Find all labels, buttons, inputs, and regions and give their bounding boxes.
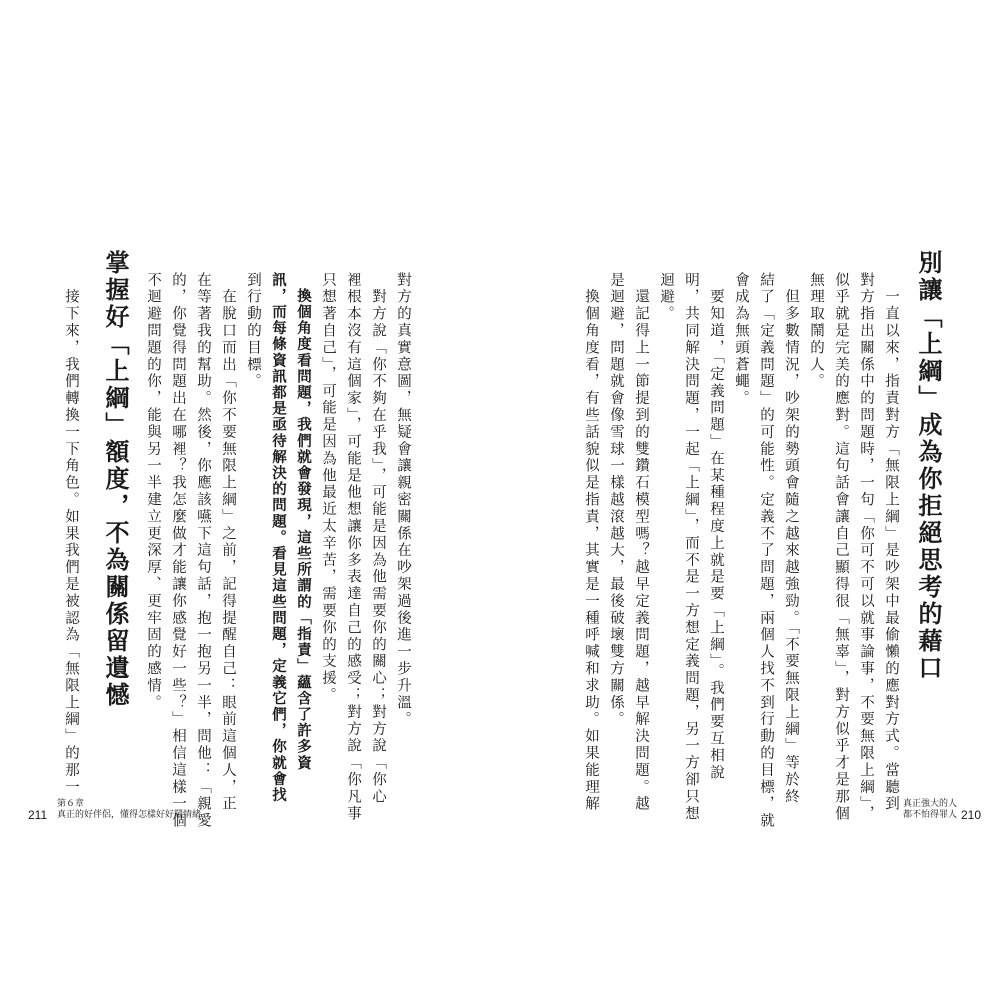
right-body-line: 但多數情況，吵架的勢頭會隨之越來越強勁。「不要無限上綱」等於終	[783, 272, 799, 806]
left-running-title	[57, 798, 201, 820]
left-body-line: 不迴避問題的你，能與另一半建立更深厚、更牢固的感情。	[145, 272, 161, 712]
right-body-line: 對方指出關係中的問題時，一句「你可不可以就事論事，不要無限上綱」，	[858, 272, 874, 823]
left-body-line-emphasis: 換個角度看問題，我們就會發現，這些所謂的「指責」蘊含了許多資	[295, 272, 311, 772]
right-body-line: 要知道，「定義問題」在某種程度上就是要「上綱」。我們要互相說	[708, 272, 724, 782]
right-body-line: 迴避。	[658, 272, 674, 323]
left-page-number: 211	[28, 808, 48, 822]
left-body-line: 到行動的目標。	[245, 272, 261, 391]
left-body-line: 裡根本沒有這個家」，可能是他想讓你多表達自己的感受；對方說「你凡事	[345, 272, 361, 823]
left-body-line: 的，你覺得問題出在哪裡？我怎麼做才能讓你感覺好一些？」相信這樣一個	[170, 272, 186, 830]
right-body-line: 還記得上一節提到的雙鑽石模型嗎？越早定義問題，越早解決問題。越	[633, 272, 649, 813]
left-section-heading: 掌握好「上綱」額度，不為關係留遺憾	[101, 250, 129, 709]
running-title-line: 真正強大的人	[903, 798, 958, 808]
right-chapter-heading: 別讓「上綱」成為你拒絕思考的藉口	[914, 250, 942, 682]
right-body-line: 似乎就是完美的應對。這句話會讓自己顯得很「無辜」，對方似乎才是那個	[833, 272, 849, 823]
left-body-line: 對方說「你不夠在乎我」，可能是因為他需要你的關心；對方說「你心	[370, 272, 386, 806]
right-body-line: 是迴避，問題就會像雪球一樣越滾越大，最後破壞雙方關係。	[608, 272, 624, 729]
right-body-line: 明，共同解決問題，一起「上綱」，而不是一方想定義問題，另一方卻只想	[683, 272, 699, 823]
running-title-line: 都不怕得罪人	[903, 809, 958, 819]
left-body-line: 在脫口而出「你不要無限上綱」之前，記得提醒自己：眼前這個人，正	[220, 272, 236, 813]
running-title-line: 真正的好伴侶，懂得怎樣好好鬧情緒	[57, 809, 202, 819]
left-body-line: 在等著我的幫助。然後，你應該嚥下這句話，抱一抱另一半，問他：「親愛	[195, 272, 211, 830]
right-body-line: 會成為無頭蒼蠅。	[733, 272, 749, 408]
right-running-title	[903, 798, 957, 820]
left-body-line-emphasis: 訊，而每條資訊都是亟待解決的問題。看見這些問題，定義它們，你就會找	[270, 272, 286, 804]
right-body-line: 一直以來，指責對方「無限上綱」是吵架中最偷懶的應對方式。當聽到	[883, 272, 899, 813]
left-body-line: 接下來，我們轉換一下角色。如果我們是被認為「無限上綱」的那一	[63, 272, 79, 796]
left-body-line: 只想著自己」，可能是因為他最近太辛苦，需要你的支援。	[320, 272, 336, 705]
running-title-line: 第６章	[57, 798, 85, 808]
right-body-line: 換個角度看，有些話貌似是指責，其實是一種呼喊和求助。如果能理解	[583, 272, 599, 813]
right-page-number: 210	[961, 808, 982, 822]
right-body-line: 無理取鬧的人。	[808, 272, 824, 391]
left-body-line: 對方的真實意圖，無疑會讓親密關係在吵架過後進一步升溫。	[395, 272, 411, 729]
right-body-line: 結了「定義問題」的可能性。定義不了問題，兩個人找不到行動的目標，就	[758, 272, 774, 830]
